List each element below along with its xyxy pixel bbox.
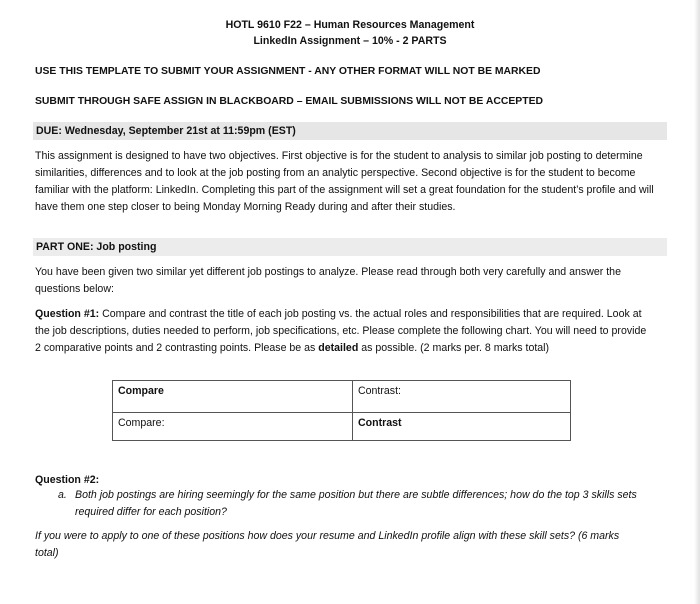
question-2-item-a-text: Both job postings are hiring seemingly for the same position but there are subtle differences; how do the top 3 skills sets required differ for each position? [75, 489, 637, 518]
template-notice: USE THIS TEMPLATE TO SUBMIT YOUR ASSIGNMENT - ANY OTHER FORMAT WILL NOT BE MARKED [35, 66, 541, 77]
intro-paragraph: This assignment is designed to have two objectives. First objective is for the student to analysis to similar job posting to determine similarities, differences and to look at the job posting from an analytic perspective. Second objective is for the student to become familiar with the platform: LinkedIn. Completing this part of the assignment will set a great foundation for the student’s profile and will have them one step closer to being Monday Morning Ready during and after their studies. [35, 150, 654, 213]
chart-row [113, 381, 571, 413]
course-title: HOTL 9610 F22 – Human Resources Management [225, 19, 475, 31]
compare-cell[interactable] [113, 413, 353, 441]
part-one-instructions: You have been given two similar yet different job postings to analyze. Please read through both very carefully and answer the questions below: [35, 266, 621, 295]
document-header [0, 17, 700, 49]
question-1-text-end: as possible. (2 marks per. 8 marks total) [358, 342, 550, 354]
part-one-heading: PART ONE: Job posting [33, 238, 667, 256]
contrast-label: Contrast [358, 417, 402, 429]
question-2-followup: If you were to apply to one of these positions how does your resume and LinkedIn profile align with these skill sets? (6 marks total) [35, 530, 620, 559]
question-1-emphasis: detailed [318, 342, 359, 354]
question-1-text: Compare and contrast the title of each job posting vs. the actual roles and responsibilities that are required. Look at the job descriptions, duties needed to perform, job specifications, etc. Please complete the following chart. You will need to provide 2 comparative points and 2 contrasting points. Please be as [35, 308, 647, 354]
compare-cell[interactable] [113, 381, 353, 413]
chart-row [113, 413, 571, 441]
question-1-label: Question #1: [35, 308, 100, 320]
contrast-cell[interactable] [353, 381, 571, 413]
compare-label: Compare: [118, 417, 165, 429]
compare-contrast-chart [112, 380, 571, 441]
question-1 [35, 306, 655, 357]
contrast-cell[interactable] [353, 413, 571, 441]
question-2-label: Question #2: [35, 474, 100, 486]
contrast-label: Contrast: [358, 385, 401, 397]
submission-notice: SUBMIT THROUGH SAFE ASSIGN IN BLACKBOARD – EMAIL SUBMISSIONS WILL NOT BE ACCEPTED [35, 96, 544, 107]
question-2-item-a [58, 487, 648, 521]
due-date: DUE: Wednesday, September 21st at 11:59pm (EST) [33, 122, 667, 140]
assignment-title: LinkedIn Assignment – 10% - 2 PARTS [253, 35, 447, 47]
list-marker: a. [58, 489, 67, 501]
compare-label: Compare [118, 385, 164, 397]
